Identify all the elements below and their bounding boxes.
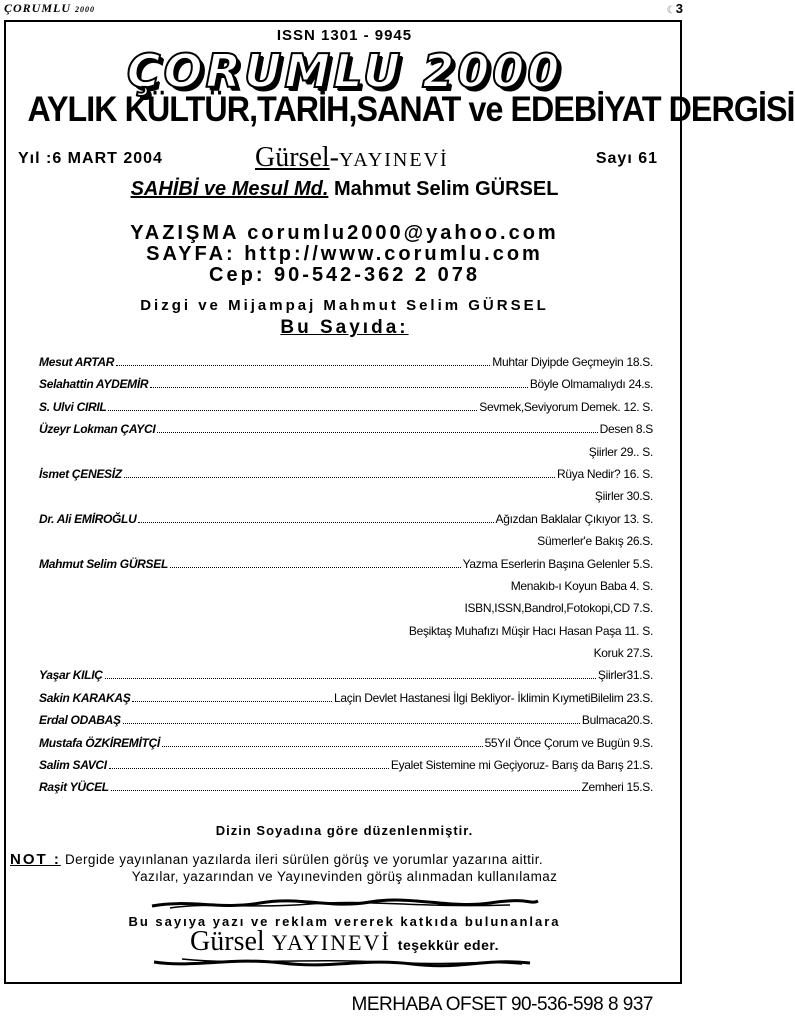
contents-title: Laçin Devlet Hastanesi İlgi Bekliyor- İklimin KıymetiBilelim 23.S.: [334, 690, 653, 705]
website-line: SAYFA: http://www.corumlu.com: [146, 243, 543, 265]
running-title: [4, 1, 95, 16]
contents-title: Bulmaca20.S.: [581, 713, 653, 728]
decorative-swirl-top: [150, 897, 540, 911]
dot-leader: [170, 567, 461, 568]
contents-title: Sümerler'e Bakış 26.S.: [537, 534, 653, 549]
thanks-publisher-suffix: YAYINEVİ: [271, 930, 391, 955]
contents-title: Rüya Nedir? 16. S.: [557, 466, 653, 481]
list-item: [39, 445, 653, 467]
note-line-2: Yazılar, yazarından ve Yayınevinden görüş alınmadan kullanılamaz: [131, 869, 558, 884]
owner-name: Mahmut Selim GÜRSEL: [333, 178, 559, 200]
list-item: [39, 557, 653, 579]
list-item: [39, 489, 653, 511]
publisher-name: Gürsel: [255, 142, 330, 173]
contents-title: 55Yıl Önce Çorum ve Bugün 9.S.: [484, 735, 653, 750]
contents-title: Şiirler31.S.: [597, 668, 653, 683]
disclaimer-note: [10, 851, 680, 868]
contents-author: Üzeyr Lokman ÇAYCI: [39, 422, 156, 437]
email-line: YAZIŞMA corumlu2000@yahoo.com: [130, 222, 559, 244]
contents-author: Mahmut Selim GÜRSEL: [39, 556, 168, 571]
list-item: [39, 691, 653, 713]
contents-author: Erdal ODABAŞ: [39, 713, 121, 728]
contents-author: Mesut ARTAR: [39, 355, 115, 369]
contents-heading: Bu Sayıda:: [280, 317, 409, 338]
table-of-contents: [39, 355, 653, 803]
dot-leader: [132, 701, 332, 702]
index-note: Dizin Soyadına göre düzenlenmiştir.: [215, 823, 474, 838]
publisher-suffix: YAYINEVİ: [338, 149, 449, 171]
contents-title: Desen 8.S: [599, 422, 653, 437]
contents-title: Muhtar Diyipde Geçmeyin 18.S.: [492, 355, 653, 369]
contents-title: Menakıb-ı Koyun Baba 4. S.: [510, 578, 653, 593]
phone-line: Cep: 90-542-362 2 078: [209, 264, 480, 286]
list-item: [39, 377, 653, 399]
list-item: [39, 422, 653, 444]
contents-title: Eyalet Sistemine mi Geçiyoruz- Barış da Barış 21.S.: [390, 758, 653, 773]
contents-title: ISBN,ISSN,Bandrol,Fotokopi,CD 7.S.: [464, 601, 653, 616]
list-item: [39, 668, 653, 690]
note-label: NOT :: [10, 851, 61, 868]
dot-leader: [116, 365, 490, 366]
contents-author: Dr. Ali EMİROĞLU: [39, 511, 137, 526]
owner-label: SAHİBİ ve Mesul Md.: [130, 178, 329, 200]
running-title-year: 2000: [75, 5, 96, 14]
contents-author: Sakin KARAKAŞ: [39, 690, 131, 705]
list-item: [39, 512, 653, 534]
magazine-logo: ÇORUMLU 2000: [126, 44, 563, 98]
list-item: [39, 534, 653, 556]
list-item: [39, 624, 653, 646]
running-header: [0, 0, 689, 18]
moon-icon: ☾: [666, 5, 676, 16]
contents-title: Sevmek,Seviyorum Demek. 12. S.: [479, 399, 653, 414]
contents-title: Böyle Olmamalıydı 24.s.: [529, 377, 653, 392]
dot-leader: [111, 790, 580, 791]
thanks-publisher: [0, 926, 689, 958]
contents-title: Şiirler 29.. S.: [588, 444, 653, 459]
contents-author: Raşit YÜCEL: [39, 780, 109, 795]
contents-author: Mustafa ÖZKİREMİTÇİ: [39, 735, 160, 750]
printer-credit: MERHABA OFSET 90-536-598 8 937: [351, 994, 653, 1015]
list-item: [39, 601, 653, 623]
page-number-text: 3: [675, 1, 683, 16]
list-item: [39, 646, 653, 668]
dot-leader: [162, 746, 483, 747]
contents-author: İsmet ÇENESİZ: [39, 466, 122, 481]
contents-title: Yazma Eserlerin Başına Gelenler 5.S.: [462, 556, 653, 571]
dot-leader: [150, 387, 528, 388]
contents-title: Koruk 27.S.: [593, 646, 653, 661]
issue-year-date: Yıl :6 MART 2004: [18, 150, 163, 167]
contents-author: Salim SAVCI: [39, 758, 107, 773]
typesetting-credit: Dizgi ve Mijampaj Mahmut Selim GÜRSEL: [140, 297, 549, 314]
thanks-closing: teşekkür eder.: [397, 937, 499, 953]
dot-leader: [108, 410, 477, 411]
decorative-swirl-bottom: [152, 955, 532, 969]
dot-leader: [109, 768, 389, 769]
note-line-1: Dergide yayınlanan yazılarda ileri sürülen görüş ve yorumlar yazarına aittir.: [60, 852, 543, 867]
contents-title: Ağızdan Baklalar Çıkıyor 13. S.: [495, 511, 653, 526]
contents-title: Zemheri 15.S.: [581, 780, 653, 795]
list-item: [39, 713, 653, 735]
dot-leader: [124, 477, 555, 478]
dot-leader: [138, 522, 493, 523]
contents-author: Yaşar KILIÇ: [39, 668, 103, 683]
list-item: [39, 579, 653, 601]
issue-info: [18, 142, 668, 174]
publisher-logo: Gürsel-YAYINEVİ: [255, 142, 449, 173]
dot-leader: [123, 723, 580, 724]
list-item: [39, 467, 653, 489]
contents-author: S. Ulvi CIRIL: [39, 399, 107, 414]
list-item: [39, 400, 653, 422]
contents-title: Beşiktaş Muhafızı Müşir Hacı Hasan Paşa 11. S.: [408, 623, 653, 638]
contents-title: Şiirler 30.S.: [594, 489, 653, 504]
issue-number: Sayı 61: [595, 150, 658, 167]
dot-leader: [157, 432, 597, 433]
contents-author: Selahattin AYDEMİR: [39, 377, 149, 392]
issn: ISSN 1301 - 9945: [276, 27, 413, 44]
list-item: [39, 758, 653, 780]
dot-leader: [105, 678, 596, 679]
magazine-subtitle: AYLIK KÜLTÜR,TARİH,SANAT ve EDEBİYAT DERGİSİ: [27, 90, 795, 129]
list-item: [39, 355, 653, 377]
page-number: [667, 1, 683, 16]
thanks-publisher-name: Gürsel: [190, 926, 265, 957]
running-title-text: ÇORUMLU: [4, 1, 72, 15]
owner-line: [0, 178, 689, 201]
thanks-line: Bu sayıya yazı ve reklam vererek katkıda bulunanlara: [128, 914, 561, 929]
list-item: [39, 780, 653, 802]
list-item: [39, 736, 653, 758]
